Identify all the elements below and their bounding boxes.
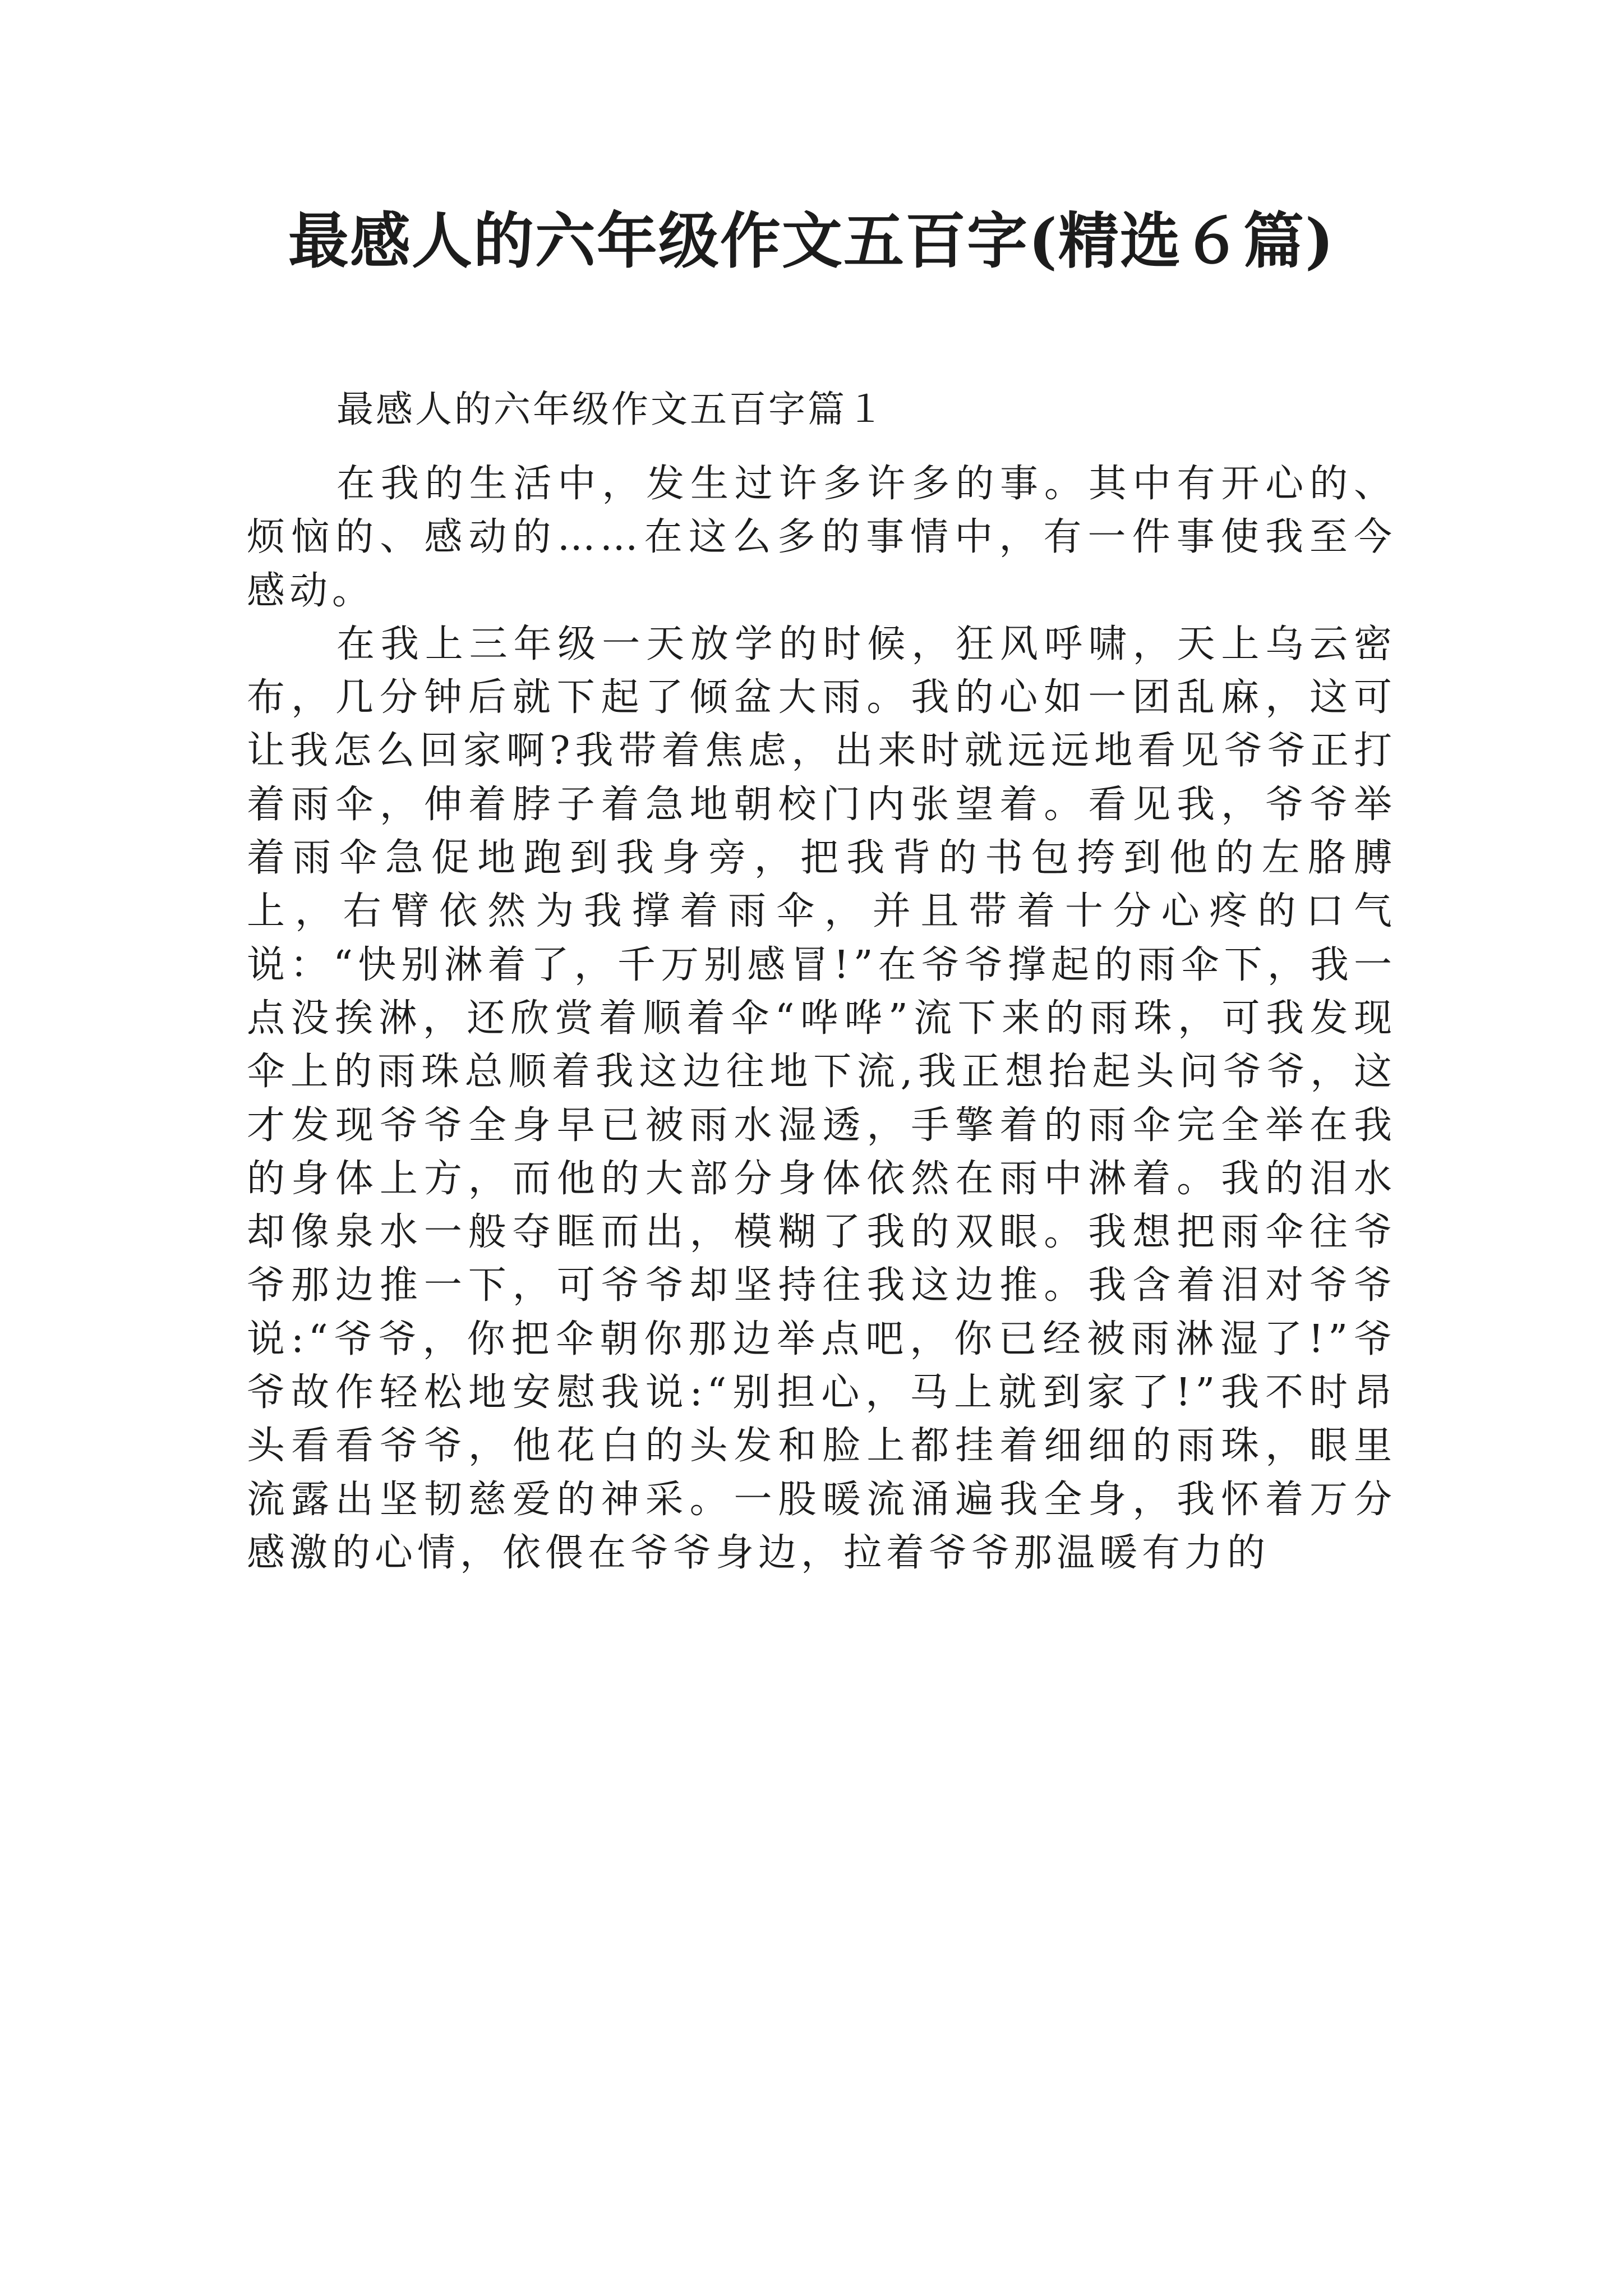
document-title: 最感人的六年级作文五百字(精选６篇): [288, 206, 1335, 277]
section-heading: 最感人的六年级作文五百字篇１: [336, 388, 886, 431]
paragraph: 在我的生活中，发生过许多许多的事。其中有开心的、烦恼的、感动的……在这么多的事情中，有一件事使我至今感动。: [247, 462, 1396, 613]
paragraph: 在我上三年级一天放学的时候，狂风呼啸，天上乌云密布，几分钟后就下起了倾盆大雨。我的心如一团乱麻，这可让我怎么回家啊?我带着焦虑，出来时就远远地看见爷爷正打着雨伞，伸着脖子着急地朝校门内张望着。看见我，爷爷举着雨伞急促地跑到我身旁，把我背的书包挎到他的左胳膊上，右臂依然为我撑着雨伞，并且带着十分心疼的口气说：“快别淋着了，千万别感冒!”在爷爷撑起的雨伞下，我一点没挨淋，还欣赏着顺着伞“哗哗”流下来的雨珠，可我发现伞上的雨珠总顺着我这边往地下流,我正想抬起头问爷爷，这才发现爷爷全身早已被雨水湿透，手擎着的雨伞完全举在我的身体上方，而他的大部分身体依然在雨中淋着。我的泪水却像泉水一般夺眶而出，模糊了我的双眼。我想把雨伞往爷爷那边推一下，可爷爷却坚持往我这边推。我含着泪对爷爷说:“爷爷，你把伞朝你那边举点吧，你已经被雨淋湿了!”爷爷故作轻松地安慰我说:“别担心，马上就到家了!”我不时昂头看看爷爷，他花白的头发和脸上都挂着细细的雨珠，眼里流露出坚韧慈爱的神采。一股暖流涌遍我全身，我怀着万分感激的心情，依偎在爷爷身边，拉着爷爷那温暖有力的: [247, 622, 1396, 1575]
document-body: [247, 457, 1396, 1580]
